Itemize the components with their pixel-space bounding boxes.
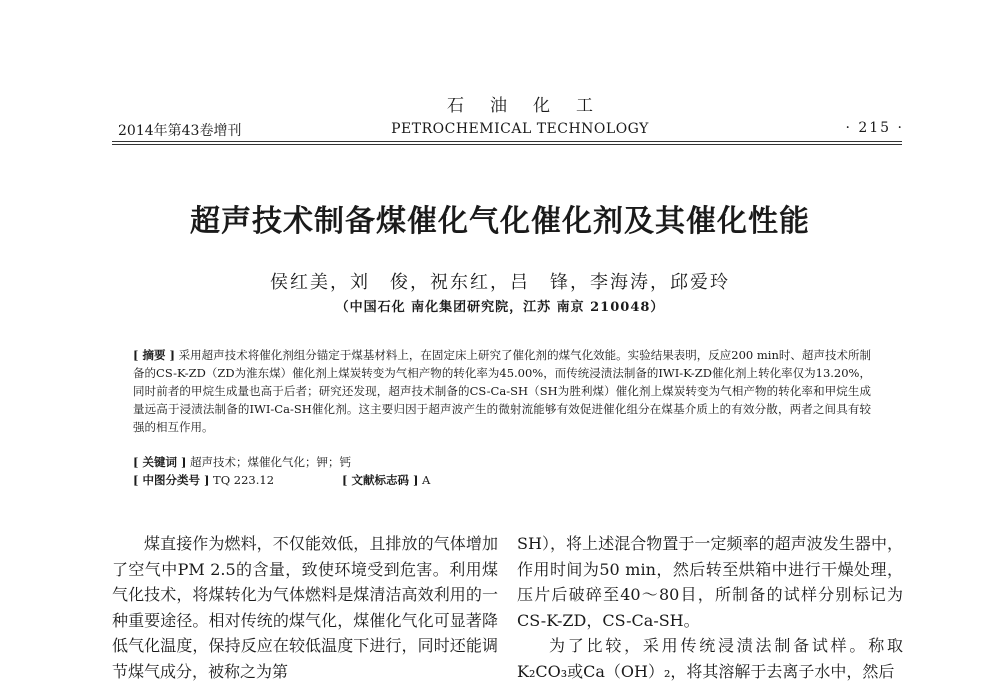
- body-column-right: [517, 531, 903, 684]
- paragraph: SH），将上述混合物置于一定频率的超声波发生器中，作用时间为50 min，然后转至烘箱中进行干燥处理，压片后破碎至40～80目，所制备的试样分别标记为CS-K-ZD，CS-Ca-SH。: [517, 534, 903, 630]
- class-code: TQ 223.12: [213, 473, 275, 487]
- doc-code: A: [422, 473, 431, 487]
- body-column-left: [112, 531, 498, 684]
- paragraph: 煤直接作为燃料，不仅能效低，且排放的气体增加了空气中PM 2.5的含量，致使环境受到危害。利用煤气化技术，将煤转化为气体燃料是煤清洁高效利用的一种重要途径。相对传统的煤气化，煤催化气化可显著降低气化温度，保持反应在较低温度下进行，同时还能调节煤气成分，被称之为第: [112, 534, 498, 681]
- abstract: [133, 346, 871, 436]
- classification: [133, 471, 871, 489]
- page-number: · 215 ·: [845, 120, 904, 136]
- header-rule-thin: [112, 144, 902, 145]
- document-code: [342, 471, 430, 489]
- author-list: 侯红美，刘 俊，祝东红，吕 锋，李海涛，邱爱玲: [270, 272, 730, 293]
- abstract-label: [ 摘要 ]: [133, 348, 175, 362]
- keywords: [133, 453, 871, 471]
- class-label: [ 中图分类号 ]: [133, 473, 210, 487]
- keywords-text: 超声技术；煤催化气化；钾；钙: [190, 455, 352, 469]
- journal-name-cn: 石油化工: [447, 96, 619, 116]
- issue-info: 2014年第43卷增刊: [118, 123, 242, 139]
- header-rule: [112, 141, 902, 142]
- paragraph: 为了比较，采用传统浸渍法制备试样。称取K₂CO₃或Ca（OH）₂，将其溶解于去离子水中，然后: [517, 636, 903, 681]
- keywords-label: [ 关键词 ]: [133, 455, 187, 469]
- abstract-text: 采用超声技术将催化剂组分锚定于煤基材料上，在固定床上研究了催化剂的煤气化效能。实验结果表明，反应200 min时、超声技术所制备的CS-K-ZD（ZD为淮东煤）催化剂上煤炭转变为气相产物的转化率为45.00%，而传统浸渍法制备的IWI-K-ZD催化剂上转化率仅为13.20%，同时前者的甲烷生成量也高于后者；研究还发现，超声技术制备的CS-Ca-SH（SH为胜利煤）催化剂上煤炭转变为气相产物的转化率和甲烷生成量远高于浸渍法制备的IWI-Ca-SH催化剂。这主要归因于超声波产生的微射流能够有效促进催化组分在煤基介质上的有效分散，两者之间具有较强的相互作用。: [133, 348, 872, 434]
- article-title: 超声技术制备煤催化气化催化剂及其催化性能: [190, 204, 810, 239]
- doc-label: [ 文献标志码 ]: [342, 473, 419, 487]
- journal-name-en: PETROCHEMICAL TECHNOLOGY: [391, 121, 649, 137]
- journal-header: [380, 96, 660, 138]
- affiliation: （中国石化 南化集团研究院，江苏 南京 210048）: [335, 300, 665, 315]
